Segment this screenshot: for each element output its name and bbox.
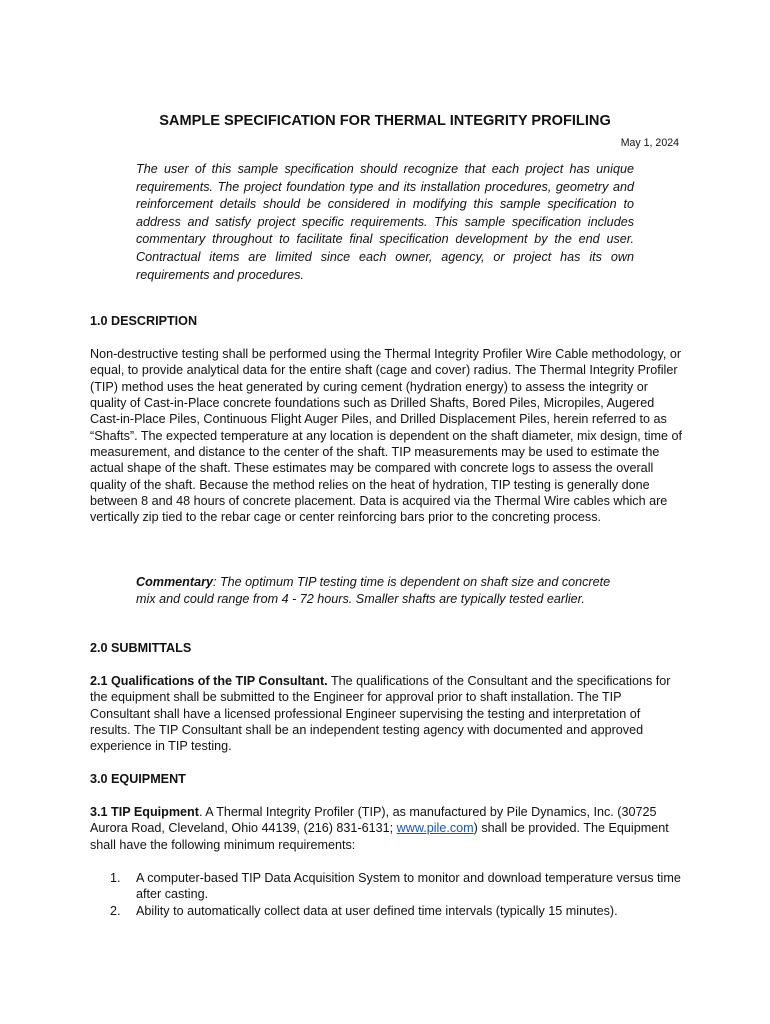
list-item-text: Ability to automatically collect data at user defined time intervals (typically 15 minutes).: [136, 903, 618, 918]
list-item: [90, 903, 684, 919]
equipment-body: [90, 804, 684, 853]
equipment-text-a: . A Thermal Integrity Profiler (TIP), as manufactured by Pile Dynamics, Inc. (30725 Aurora Road, Cleveland, Ohio 44139, (216) 831-6131;: [90, 805, 657, 836]
equipment-label: 3.1 TIP Equipment: [90, 805, 199, 819]
section-heading: 1.0 DESCRIPTION: [90, 314, 198, 328]
submittals-body: [90, 673, 684, 754]
section-heading: 3.0 EQUIPMENT: [90, 772, 186, 786]
description-paragraph: Non-destructive testing shall be performed using the Thermal Integrity Profiler Wire Cable methodology, or equal, to provide analytical data for the entire shaft (cage and cover) radius. The Thermal Integrity Profiler (TIP) method uses the heat generated by curing cement (hydration energy) to assess the integrity or quality of Cast-in-Place concrete foundations such as Drilled Shafts, Bored Piles, Micropiles, Augered Cast-in-Place Piles, Continuous Flight Auger Piles, and Drilled Displacement Piles, herein referred to as “Shafts”. The expected temperature at any location is dependent on the shaft diameter, mix design, time of measurement, and distance to the center of the shaft. TIP measurements may be used to estimate the actual shape of the shaft. These estimates may be compared with concrete logs to assess the overall quality of the shaft. Because the method relies on the heat of hydration, TIP testing is generally done between 8 and 48 hours of concrete placement. Data is acquired via the Thermal Wire cables which are vertically zip tied to the rebar cage or center reinforcing bars prior to the concreting process.: [90, 347, 683, 525]
list-item-number: 2.: [110, 903, 121, 918]
commentary-block: [136, 574, 626, 607]
qualifications-label: 2.1 Qualifications of the TIP Consultant.: [90, 674, 328, 688]
qualifications-text: The qualifications of the Consultant and the specifications for the equipment shall be submitted to the Engineer for approval prior to shaft installation. The TIP Consultant shall have a licensed professional Engineer supervising the testing and interpretation of results. The TIP Consultant shall be an independent testing agency with documented and approved experience in TIP testing.: [90, 674, 671, 754]
document-title: SAMPLE SPECIFICATION FOR THERMAL INTEGRITY PROFILING: [159, 113, 611, 129]
section-equipment: [90, 771, 684, 787]
equipment-paragraph: [90, 804, 684, 853]
document-date: May 1, 2024: [620, 137, 679, 149]
list-item-text: A computer-based TIP Data Acquisition System to monitor and download temperature versus time after casting.: [136, 871, 681, 902]
section-description: [90, 313, 684, 329]
qualifications-paragraph: [90, 673, 684, 754]
pile-website-link[interactable]: www.pile.com: [396, 821, 474, 836]
commentary-text: : The optimum TIP testing time is dependent on shaft size and concrete mix and could range from 4 - 72 hours. Smaller shafts are typically tested earlier.: [136, 575, 611, 606]
section-heading: 2.0 SUBMITTALS: [90, 641, 192, 655]
list-item: [90, 870, 684, 903]
commentary-label: Commentary: [136, 575, 213, 589]
intro-paragraph: The user of this sample specification should recognize that each project has unique requirements. The project foundation type and its installation procedures, geometry and reinforcement details should be considered in modifying this sample specification to address and satisfy project specific requirements. This sample specification includes commentary throughout to facilitate final specification development by the end user. Contractual items are limited since each owner, agency, or project has its own requirements and procedures.: [136, 162, 634, 282]
list-item-number: 1.: [110, 871, 121, 885]
equipment-text-b: ) shall be provided. The Equipment shall have the following minimum requirements:: [90, 821, 669, 852]
requirements-list: [90, 870, 684, 919]
section-submittals: [90, 640, 684, 656]
description-body: [90, 346, 684, 526]
